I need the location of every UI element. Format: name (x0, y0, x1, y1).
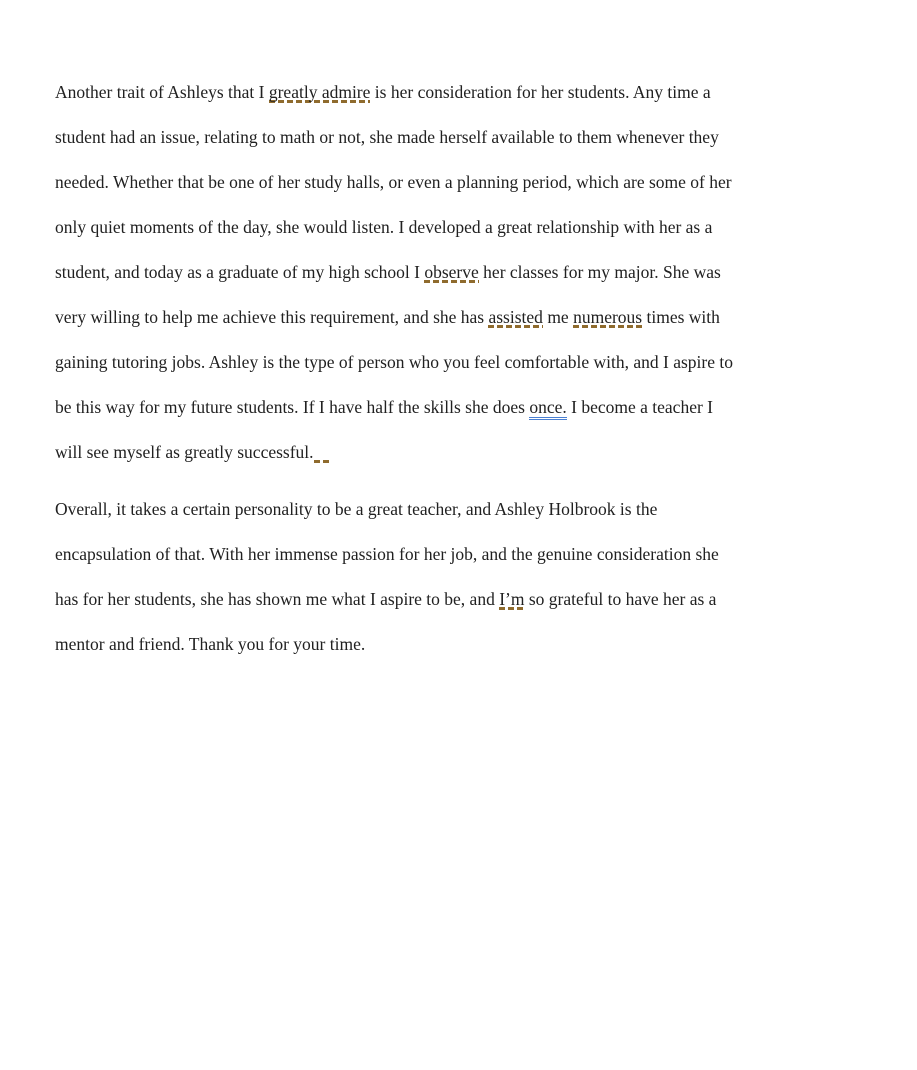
text-line (55, 295, 865, 340)
spellcheck-flagged-text[interactable]: I’m (499, 589, 525, 609)
text-run: Overall, it takes a certain personality to be a great teacher, and Ashley Holbrook is the (55, 499, 658, 519)
grammar-flagged-text[interactable]: once. (529, 397, 566, 420)
text-run: so grateful to have her as a (524, 589, 717, 609)
spellcheck-flagged-text[interactable] (314, 442, 332, 463)
text-run: encapsulation of that. With her immense passion for her job, and the genuine consideration she (55, 544, 719, 564)
text-run: be this way for my future students. If I have half the skills she does (55, 397, 530, 417)
text-line (55, 577, 865, 622)
text-line (55, 622, 865, 667)
text-run: is her consideration for her students. Any time a (370, 82, 711, 102)
text-line (55, 340, 865, 385)
text-line (55, 160, 865, 205)
text-run: only quiet moments of the day, she would listen. I developed a great relationship with her as a (55, 217, 713, 237)
paragraph (55, 487, 865, 667)
text-run: me (542, 307, 574, 327)
text-line (55, 70, 865, 115)
text-run: student had an issue, relating to math or not, she made herself available to them whenever they (55, 127, 719, 147)
spellcheck-flagged-text[interactable]: numerous (573, 307, 643, 327)
text-line (55, 205, 865, 250)
text-line (55, 532, 865, 577)
text-line (55, 487, 865, 532)
document-text[interactable] (55, 70, 865, 667)
spellcheck-flagged-text[interactable]: assisted (488, 307, 543, 327)
text-run: needed. Whether that be one of her study halls, or even a planning period, which are some of her (55, 172, 732, 192)
text-line (55, 250, 865, 295)
spellcheck-flagged-text[interactable]: greatly admire (268, 82, 371, 102)
text-run: Another trait of Ashleys that I (55, 82, 269, 102)
paragraph (55, 70, 865, 475)
text-run: will see myself as greatly successful. (55, 442, 314, 462)
text-run: has for her students, she has shown me what I aspire to be, and (55, 589, 500, 609)
text-line (55, 385, 865, 430)
text-run: very willing to help me achieve this requirement, and she has (55, 307, 489, 327)
text-line (55, 115, 865, 160)
spellcheck-flagged-text[interactable]: observe (424, 262, 479, 282)
text-line (55, 430, 865, 475)
text-run: student, and today as a graduate of my high school I (55, 262, 425, 282)
text-run: I become a teacher I (566, 397, 713, 417)
text-run: her classes for my major. She was (478, 262, 721, 282)
text-run: times with (642, 307, 720, 327)
text-run: gaining tutoring jobs. Ashley is the type of person who you feel comfortable with, and I aspire to (55, 352, 733, 372)
text-run: mentor and friend. Thank you for your time. (55, 634, 366, 654)
